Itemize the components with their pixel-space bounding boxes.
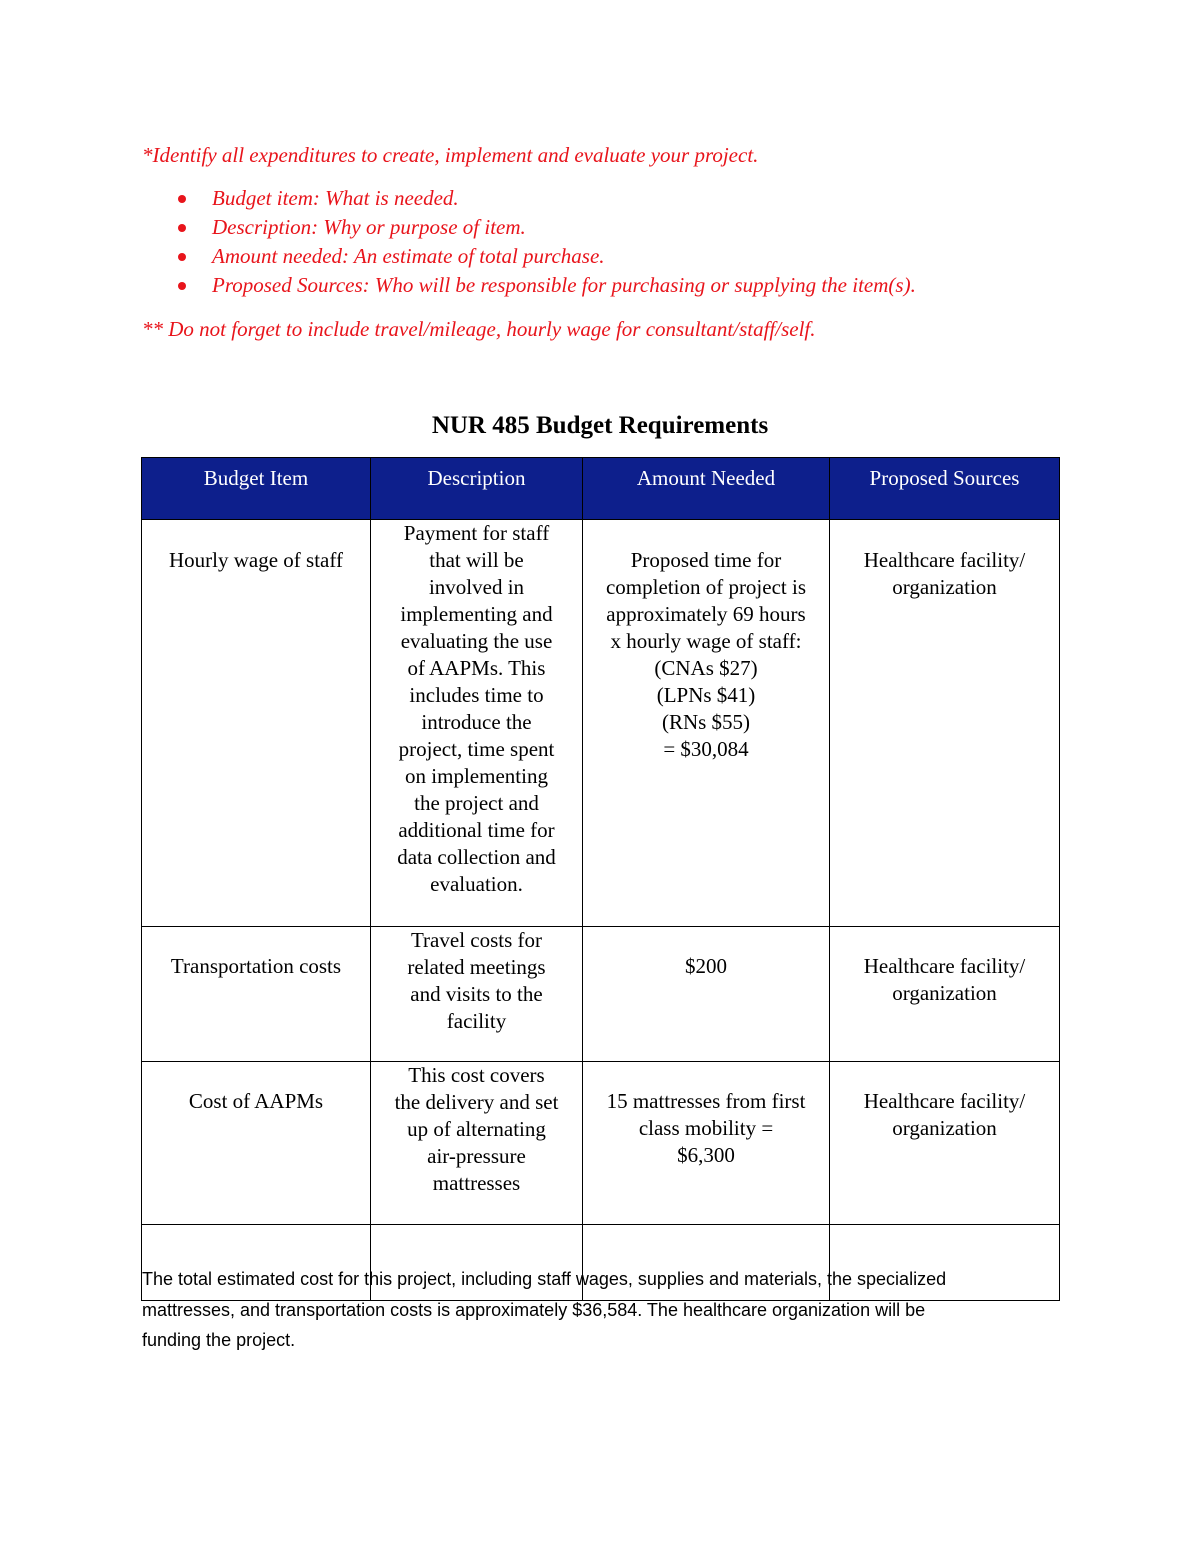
cell-text-line: (LPNs $41) <box>656 683 756 707</box>
instructions-note: ** Do not forget to include travel/mileage, hourly wage for consultant/staff/self. <box>142 317 816 341</box>
summary-line: mattresses, and transportation costs is approximately $36,584. The healthcare organization will be <box>142 1299 926 1320</box>
cell-text-line: $200 <box>685 954 727 978</box>
cell-budget-item <box>142 927 371 1062</box>
cell-description <box>371 1062 583 1225</box>
bullet-icon <box>178 253 186 261</box>
cell-text-line: up of alternating <box>407 1117 546 1141</box>
cell-text-line: implementing and <box>400 602 553 626</box>
budget-table <box>141 457 1060 1301</box>
cell-text-line: = $30,084 <box>663 737 749 761</box>
cell-proposed-sources <box>830 1062 1060 1225</box>
cell-text-line: $6,300 <box>677 1143 735 1167</box>
instruction-text: Proposed Sources: Who will be responsible for purchasing or supplying the item(s). <box>212 273 916 297</box>
instructions-lead: *Identify all expenditures to create, implement and evaluate your project. <box>142 143 759 167</box>
cell-budget-item <box>142 520 371 927</box>
cell-text-line: 15 mattresses from first <box>606 1089 806 1113</box>
instruction-item <box>178 271 1102 300</box>
bullet-icon <box>178 195 186 203</box>
header-description: Description <box>371 458 583 520</box>
cell-text-line: class mobility = <box>638 1116 774 1140</box>
cell-text-line: Hourly wage of staff <box>169 548 343 572</box>
summary-line: The total estimated cost for this project, including staff wages, supplies and materials, the specialized <box>142 1269 947 1289</box>
instructions-block <box>142 140 1102 344</box>
cell-amount-needed <box>583 927 830 1062</box>
instruction-item <box>178 213 1102 242</box>
cell-text-line: that will be <box>429 548 524 572</box>
cell-text-line: (CNAs $27) <box>654 656 758 680</box>
table-row <box>142 1062 1060 1225</box>
cell-text-line: Payment for staff <box>403 521 550 545</box>
cell-text-line: data collection and <box>397 845 556 869</box>
bullet-icon <box>178 224 186 232</box>
document-title: NUR 485 Budget Requirements <box>431 412 769 439</box>
cell-text-line: organization <box>892 981 997 1005</box>
cell-description <box>371 927 583 1062</box>
cell-text-line: involved in <box>428 575 525 599</box>
cell-text-line: introduce the <box>421 710 532 734</box>
cell-text-line: organization <box>892 1116 997 1140</box>
table-row <box>142 520 1060 927</box>
cell-text-line: Cost of AAPMs <box>188 1089 324 1113</box>
cell-amount-needed <box>583 1062 830 1225</box>
summary-paragraph <box>142 1264 1042 1356</box>
cell-proposed-sources <box>830 520 1060 927</box>
cell-text-line: (RNs $55) <box>661 710 751 734</box>
cell-text-line: approximately 69 hours <box>606 602 806 626</box>
cell-text-line: evaluating the use <box>400 629 553 653</box>
table-row <box>142 927 1060 1062</box>
cell-text-line: evaluation. <box>430 872 523 896</box>
cell-text-line: facility <box>446 1009 507 1033</box>
cell-proposed-sources <box>830 927 1060 1062</box>
cell-text-line: related meetings <box>407 955 546 979</box>
instruction-item <box>178 242 1102 271</box>
cell-text-line: Transportation costs <box>170 954 342 978</box>
cell-text-line: This cost covers <box>408 1063 545 1087</box>
cell-text-line: Healthcare facility/ <box>863 1089 1026 1113</box>
cell-text-line: the delivery and set <box>394 1090 559 1114</box>
instruction-text: Description: Why or purpose of item. <box>212 215 526 239</box>
cell-text-line: on implementing <box>405 764 548 788</box>
instruction-text: Amount needed: An estimate of total purchase. <box>212 244 605 268</box>
cell-text-line: Healthcare facility/ <box>863 548 1026 572</box>
summary-line: funding the project. <box>142 1330 296 1350</box>
cell-text-line: the project and <box>414 791 539 815</box>
cell-text-line: organization <box>892 575 997 599</box>
instruction-text: Budget item: What is needed. <box>212 186 459 210</box>
cell-text-line: Proposed time for <box>630 548 782 572</box>
cell-text-line: Travel costs for <box>410 928 543 952</box>
instruction-item <box>178 184 1102 213</box>
cell-description <box>371 520 583 927</box>
instructions-list <box>142 184 1102 300</box>
header-amount-needed: Amount Needed <box>583 458 830 520</box>
cell-text-line: Healthcare facility/ <box>863 954 1026 978</box>
cell-text-line: completion of project is <box>605 575 807 599</box>
cell-amount-needed <box>583 520 830 927</box>
cell-text-line: air-pressure <box>427 1144 526 1168</box>
bullet-icon <box>178 282 186 290</box>
header-proposed-sources: Proposed Sources <box>830 458 1060 520</box>
table-header-row <box>142 458 1060 520</box>
cell-text-line: and visits to the <box>410 982 543 1006</box>
cell-budget-item <box>142 1062 371 1225</box>
cell-text-line: of AAPMs. This <box>407 656 546 680</box>
cell-text-line: x hourly wage of staff: <box>610 629 802 653</box>
cell-text-line: mattresses <box>432 1171 521 1195</box>
cell-text-line: additional time for <box>398 818 555 842</box>
cell-text-line: includes time to <box>409 683 544 707</box>
cell-text-line: project, time spent <box>398 737 555 761</box>
header-budget-item: Budget Item <box>142 458 371 520</box>
